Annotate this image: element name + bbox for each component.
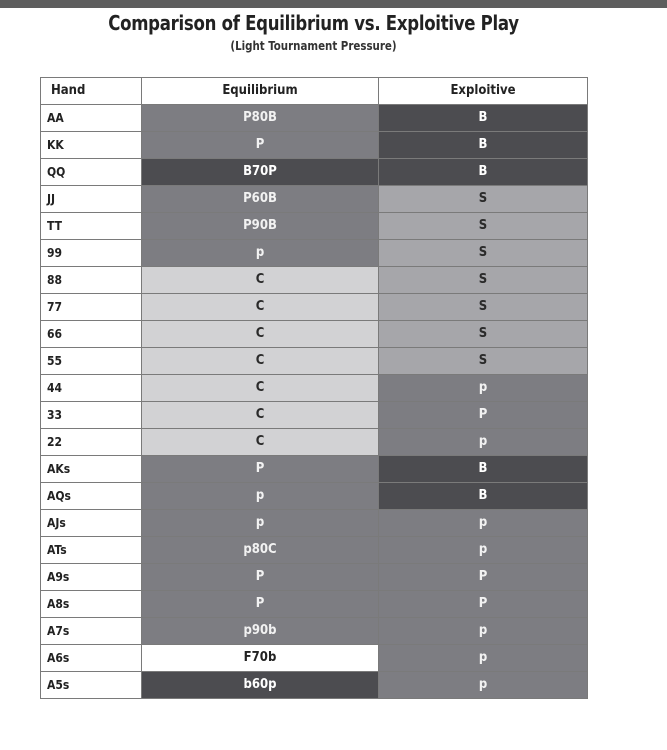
- hand-cell: 55: [41, 348, 142, 375]
- hand-cell: ATs: [41, 537, 142, 564]
- table-row: [41, 618, 588, 645]
- top-bar: [0, 0, 667, 8]
- equilibrium-cell: C: [142, 429, 379, 456]
- equilibrium-cell: F70b: [142, 645, 379, 672]
- exploitive-cell: S: [379, 186, 588, 213]
- exploitive-cell: S: [379, 321, 588, 348]
- exploitive-cell: p: [379, 429, 588, 456]
- table-row: [41, 240, 588, 267]
- table-row: [41, 645, 588, 672]
- equilibrium-cell: p: [142, 240, 379, 267]
- hand-cell: QQ: [41, 159, 142, 186]
- hand-cell: A8s: [41, 591, 142, 618]
- equilibrium-cell: P60B: [142, 186, 379, 213]
- hand-cell: A6s: [41, 645, 142, 672]
- exploitive-cell: S: [379, 213, 588, 240]
- exploitive-cell: B: [379, 132, 588, 159]
- table-row: [41, 510, 588, 537]
- hand-cell: TT: [41, 213, 142, 240]
- hand-cell: 99: [41, 240, 142, 267]
- table-row: [41, 105, 588, 132]
- exploitive-cell: B: [379, 483, 588, 510]
- equilibrium-cell: C: [142, 321, 379, 348]
- table-row: [41, 159, 588, 186]
- equilibrium-cell: C: [142, 294, 379, 321]
- comparison-table: [40, 77, 588, 699]
- hand-cell: A7s: [41, 618, 142, 645]
- equilibrium-cell: C: [142, 348, 379, 375]
- table-row: [41, 375, 588, 402]
- exploitive-cell: B: [379, 159, 588, 186]
- hand-cell: AQs: [41, 483, 142, 510]
- equilibrium-cell: p: [142, 510, 379, 537]
- hand-cell: 77: [41, 294, 142, 321]
- exploitive-cell: p: [379, 618, 588, 645]
- exploitive-cell: P: [379, 402, 588, 429]
- exploitive-cell: p: [379, 510, 588, 537]
- exploitive-cell: S: [379, 348, 588, 375]
- exploitive-cell: S: [379, 294, 588, 321]
- exploitive-cell: B: [379, 456, 588, 483]
- header-equilibrium: Equilibrium: [142, 78, 379, 105]
- equilibrium-cell: C: [142, 402, 379, 429]
- table-row: [41, 564, 588, 591]
- hand-cell: KK: [41, 132, 142, 159]
- equilibrium-cell: P: [142, 591, 379, 618]
- equilibrium-cell: P90B: [142, 213, 379, 240]
- hand-cell: AKs: [41, 456, 142, 483]
- table-row: [41, 213, 588, 240]
- table-row: [41, 429, 588, 456]
- hand-cell: AJs: [41, 510, 142, 537]
- exploitive-cell: p: [379, 537, 588, 564]
- header-hand: Hand: [41, 78, 142, 105]
- hand-cell: 33: [41, 402, 142, 429]
- exploitive-cell: B: [379, 105, 588, 132]
- hand-cell: JJ: [41, 186, 142, 213]
- equilibrium-cell: p: [142, 483, 379, 510]
- page-subtitle: (Light Tournament Pressure): [230, 39, 397, 53]
- equilibrium-cell: P: [142, 564, 379, 591]
- exploitive-cell: p: [379, 645, 588, 672]
- table-row: [41, 672, 588, 699]
- equilibrium-cell: P80B: [142, 105, 379, 132]
- table-row: [41, 348, 588, 375]
- exploitive-cell: S: [379, 240, 588, 267]
- exploitive-cell: p: [379, 375, 588, 402]
- table-row: [41, 537, 588, 564]
- equilibrium-cell: C: [142, 375, 379, 402]
- header-exploitive: Exploitive: [379, 78, 588, 105]
- hand-cell: AA: [41, 105, 142, 132]
- table-row: [41, 186, 588, 213]
- table-row: [41, 591, 588, 618]
- exploitive-cell: P: [379, 564, 588, 591]
- table-row: [41, 294, 588, 321]
- page-title: Comparison of Equilibrium vs. Exploitive Play: [108, 11, 519, 35]
- equilibrium-cell: C: [142, 267, 379, 294]
- equilibrium-cell: P: [142, 132, 379, 159]
- equilibrium-cell: p90b: [142, 618, 379, 645]
- hand-cell: 66: [41, 321, 142, 348]
- exploitive-cell: P: [379, 591, 588, 618]
- table-row: [41, 483, 588, 510]
- table-row: [41, 267, 588, 294]
- equilibrium-cell: p80C: [142, 537, 379, 564]
- exploitive-cell: S: [379, 267, 588, 294]
- hand-cell: 44: [41, 375, 142, 402]
- table-row: [41, 456, 588, 483]
- table-row: [41, 402, 588, 429]
- table-row: [41, 132, 588, 159]
- equilibrium-cell: b60p: [142, 672, 379, 699]
- equilibrium-cell: P: [142, 456, 379, 483]
- table-row: [41, 321, 588, 348]
- hand-cell: A5s: [41, 672, 142, 699]
- hand-cell: 22: [41, 429, 142, 456]
- equilibrium-cell: B70P: [142, 159, 379, 186]
- exploitive-cell: p: [379, 672, 588, 699]
- hand-cell: 88: [41, 267, 142, 294]
- header-row: [41, 78, 588, 105]
- hand-cell: A9s: [41, 564, 142, 591]
